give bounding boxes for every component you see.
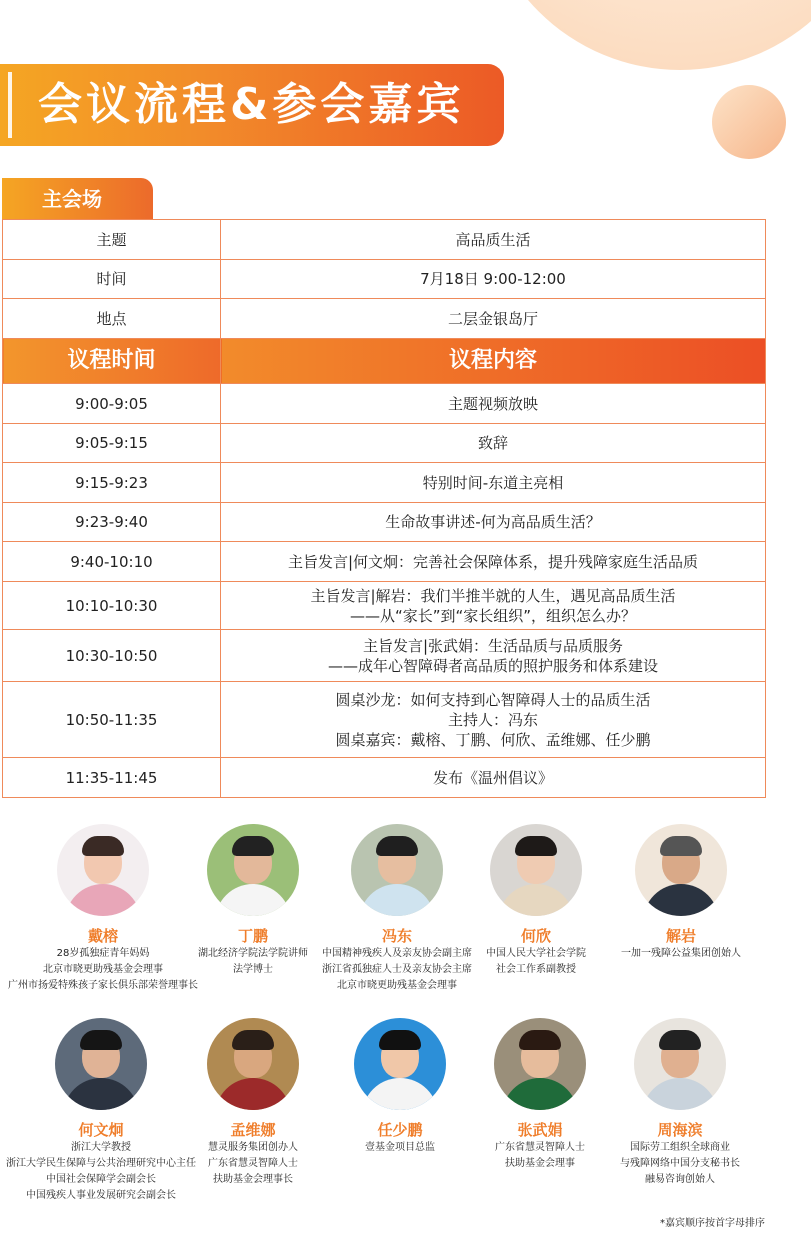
speaker-title: 扶助基金会理事 (505, 1158, 575, 1169)
agenda-header-row (3, 339, 766, 384)
agenda-line: 主持人：冯东 (447, 710, 538, 729)
agenda-content (221, 424, 766, 463)
speaker-photo (635, 824, 727, 916)
speaker-photo (57, 824, 149, 916)
agenda-time: 10:50-11:35 (3, 682, 221, 758)
agenda-time: 9:23-9:40 (3, 503, 221, 542)
agenda-line: 主旨发言|何文炯：完善社会保障体系，提升残障家庭生活品质 (287, 552, 699, 571)
speaker-title: 湖北经济学院法学院讲师 (198, 948, 308, 959)
info-label: 地点 (3, 299, 221, 339)
decorative-circle-top (480, 0, 811, 70)
speaker-title: 浙江大学民生保障与公共治理研究中心主任 (6, 1158, 196, 1169)
agenda-line: ——成年心智障碍者高品质的照护服务和体系建设 (327, 656, 658, 675)
agenda-row (3, 424, 766, 463)
speaker-name: 丁鹏 (237, 927, 268, 945)
speaker-title: 广东省慧灵智障人士 (495, 1142, 585, 1153)
agenda-time: 10:30-10:50 (3, 630, 221, 682)
speaker-title: 北京市晓更助残基金会理事 (43, 964, 163, 975)
speaker-title: 扶助基金会理事长 (213, 1174, 293, 1185)
agenda-row (3, 384, 766, 424)
agenda-time: 9:00-9:05 (3, 384, 221, 424)
speaker-title: 北京市晓更助残基金会理事 (337, 980, 457, 991)
agenda-content (221, 503, 766, 542)
agenda-content (221, 582, 766, 630)
speaker-title: 慧灵服务集团创办人 (208, 1142, 298, 1153)
speaker-name: 解岩 (665, 927, 696, 945)
speaker-title: 法学博士 (233, 964, 273, 975)
agenda-line: 特别时间-东道主亮相 (422, 473, 564, 492)
agenda-line: 圆桌嘉宾：戴榕、丁鹏、何欣、孟维娜、任少鹏 (335, 730, 651, 749)
agenda-line: ——从“家长”到“家长组织”，组织怎么办？ (349, 606, 637, 625)
speaker-title: 28岁孤独症青年妈妈 (56, 948, 150, 959)
decorative-circle-right (712, 85, 786, 159)
venue-tab: 主会场 (2, 178, 153, 220)
speaker-name: 何文炯 (78, 1121, 124, 1139)
agenda-time: 10:10-10:30 (3, 582, 221, 630)
agenda-line: 致辞 (477, 434, 508, 452)
speaker-photo (490, 824, 582, 916)
agenda-content (221, 630, 766, 682)
info-row-location (3, 299, 766, 339)
agenda-time: 9:40-10:10 (3, 542, 221, 582)
speaker-title: 浙江省孤独症人士及亲友协会主席 (322, 964, 472, 975)
speaker-title: 一加一残障公益集团创始人 (621, 948, 741, 959)
agenda-content (221, 384, 766, 424)
agenda-line: 主题视频放映 (447, 394, 538, 413)
speaker-name: 任少鹏 (377, 1121, 423, 1139)
agenda-time: 11:35-11:45 (3, 758, 221, 798)
agenda-row (3, 503, 766, 542)
agenda-content (221, 463, 766, 503)
speaker-photo (634, 1018, 726, 1110)
agenda-time: 9:05-9:15 (3, 424, 221, 463)
agenda-row (3, 582, 766, 630)
agenda-header-content: 议程内容 (221, 339, 766, 384)
info-row-time (3, 260, 766, 299)
page-title: 会议流程&参会嘉宾 (38, 79, 465, 130)
agenda-row (3, 682, 766, 758)
speaker-title: 中国残疾人事业发展研究会副会长 (26, 1190, 176, 1201)
speaker-name: 戴榕 (87, 927, 118, 945)
speaker-title: 中国社会保障学会副会长 (46, 1174, 156, 1185)
speaker-title: 广州市扬爱特殊孩子家长俱乐部荣誉理事长 (8, 980, 198, 991)
agenda-line: 生命故事讲述-何为高品质生活？ (385, 513, 601, 531)
footnote: *嘉宾顺序按首字母排序 (660, 1218, 765, 1229)
agenda-line: 发布《温州倡议》 (432, 768, 553, 787)
speaker-title: 壹基金项目总监 (365, 1142, 435, 1153)
title-accent-bar (8, 72, 12, 138)
agenda-line: 主旨发言|解岩：我们半推半就的人生，遇见高品质生活 (310, 586, 676, 605)
speaker-title: 社会工作系副教授 (496, 964, 576, 975)
info-value: 高品质生活 (221, 220, 766, 260)
info-row-theme (3, 220, 766, 260)
agenda-row (3, 463, 766, 503)
info-label: 时间 (3, 260, 221, 299)
speaker-name: 周海滨 (657, 1121, 703, 1139)
info-value: 7月18日 9:00-12:00 (221, 260, 766, 299)
speaker-title: 中国人民大学社会学院 (486, 948, 586, 959)
agenda-header-time: 议程时间 (3, 339, 221, 384)
agenda-line: 主旨发言|张武娟：生活品质与品质服务 (362, 636, 624, 655)
agenda-row (3, 542, 766, 582)
speaker-title: 中国精神残疾人及亲友协会副主席 (322, 948, 472, 959)
speaker-title: 广东省慧灵智障人士 (208, 1158, 298, 1169)
speaker-card (571, 824, 791, 962)
agenda-content (221, 682, 766, 758)
agenda-row (3, 630, 766, 682)
speaker-title: 与残障网络中国分支秘书长 (620, 1158, 740, 1169)
speaker-title: 融易咨询创始人 (645, 1174, 715, 1185)
agenda-row (3, 758, 766, 798)
speaker-photo (207, 824, 299, 916)
speaker-title: 浙江大学教授 (71, 1142, 131, 1153)
info-value: 二层金银岛厅 (221, 299, 766, 339)
info-label: 主题 (3, 220, 221, 260)
speaker-photo (55, 1018, 147, 1110)
speaker-title: 国际劳工组织全球商业 (630, 1142, 730, 1153)
speaker-name: 冯东 (381, 927, 412, 945)
speaker-name: 张武娟 (517, 1121, 563, 1139)
speaker-photo (207, 1018, 299, 1110)
agenda-time: 9:15-9:23 (3, 463, 221, 503)
agenda-content (221, 542, 766, 582)
agenda-content (221, 758, 766, 798)
speaker-card (570, 1018, 790, 1188)
speaker-name: 孟维娜 (230, 1121, 276, 1139)
speaker-name: 何欣 (520, 927, 551, 945)
agenda-line: 圆桌沙龙：如何支持到心智障碍人士的品质生活 (335, 690, 651, 709)
agenda-table (2, 219, 766, 798)
